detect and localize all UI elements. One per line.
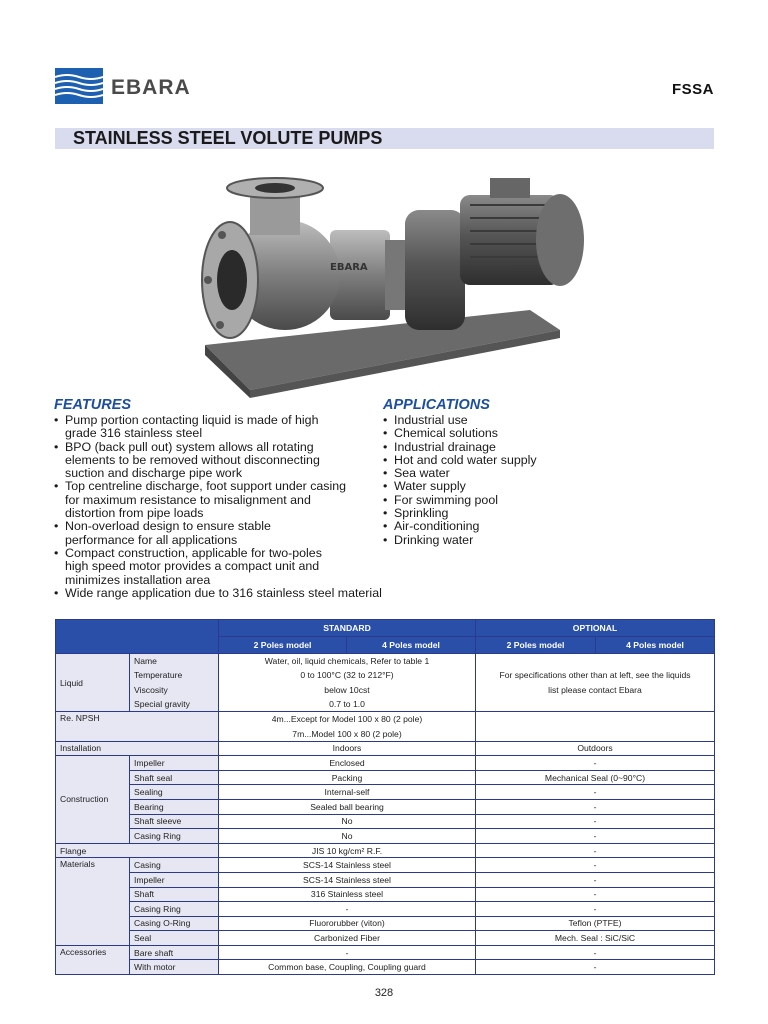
row-optional: Teflon (PTFE) [476, 916, 715, 931]
list-item: • Industrial drainage [383, 441, 713, 454]
row-standard: Fluororubber (viton) [219, 916, 476, 931]
row-label: Casing Ring [130, 829, 219, 844]
table-row [56, 799, 715, 814]
row-standard: Common base, Coupling, Coupling guard [219, 960, 476, 975]
row-label: Impeller [130, 872, 219, 887]
row-standard: - [219, 945, 476, 960]
row-label: Casing Ring [130, 902, 219, 917]
applications-list [383, 414, 713, 547]
brand-name: EBARA [111, 76, 191, 99]
flange-standard: JIS 10 kg/cm² R.F. [219, 843, 476, 858]
row-label: Shaft seal [130, 770, 219, 785]
row-optional: - [476, 960, 715, 975]
row-optional: - [476, 785, 715, 800]
list-item: • Air-conditioning [383, 520, 713, 533]
row-label: Sealing [130, 785, 219, 800]
row-optional: - [476, 945, 715, 960]
row-label: Casing [130, 858, 219, 873]
row-label: Casing O-Ring [130, 916, 219, 931]
list-item: • Wide range application due to 316 stainless steel material [54, 587, 404, 600]
list-item: • Non-overload design to ensure stable performance for all applications [54, 520, 294, 547]
table-row [56, 741, 715, 756]
list-item: • Sprinkling [383, 507, 713, 520]
row-label: Shaft sleeve [130, 814, 219, 829]
npsh-optional [476, 712, 715, 741]
npsh-value-1: 4m...Except for Model 100 x 80 (2 pole) [219, 712, 476, 727]
liquid-optional [476, 654, 715, 712]
row-label: With motor [130, 960, 219, 975]
viscosity-label: Viscosity [130, 683, 219, 698]
row-standard: No [219, 814, 476, 829]
row-optional: - [476, 902, 715, 917]
list-item: • Industrial use [383, 414, 713, 427]
features-heading: FEATURES [54, 397, 132, 413]
row-optional: - [476, 872, 715, 887]
temperature-label: Temperature [130, 668, 219, 683]
svg-text:EBARA: EBARA [330, 262, 368, 273]
row-standard: Sealed ball bearing [219, 799, 476, 814]
opt-4-poles-header: 4 Poles model [596, 637, 715, 654]
table-row [56, 872, 715, 887]
table-row [56, 770, 715, 785]
row-label: Impeller [130, 756, 219, 771]
table-row [56, 814, 715, 829]
row-label: Bare shaft [130, 945, 219, 960]
table-row [56, 902, 715, 917]
list-item: • Pump portion contacting liquid is made of high grade 316 stainless steel [54, 414, 339, 441]
table-row [56, 916, 715, 931]
opt-2-poles-header: 2 Poles model [476, 637, 596, 654]
row-standard: 316 Stainless steel [219, 887, 476, 902]
row-label: Seal [130, 931, 219, 946]
table-row [56, 829, 715, 844]
pump-photo [190, 170, 600, 400]
optional-header: OPTIONAL [476, 620, 715, 637]
specification-table [55, 619, 715, 975]
special-gravity-label: Special gravity [130, 697, 219, 712]
ebara-logo-icon [55, 68, 103, 104]
special-gravity-value: 0.7 to 1.0 [219, 697, 476, 712]
installation-label: Installation [56, 741, 219, 756]
row-standard: Enclosed [219, 756, 476, 771]
table-row [56, 945, 715, 960]
installation-optional: Outdoors [476, 741, 715, 756]
list-item: • BPO (back pull out) system allows all rotating elements to be removed without disconnecting suction and discharge pipe work [54, 441, 339, 481]
row-standard: Internal-self [219, 785, 476, 800]
list-item: • Top centreline discharge, foot support under casing for maximum resistance to misalignment and distortion from pipe loads [54, 480, 349, 520]
list-item: • For swimming pool [383, 494, 713, 507]
list-item: • Sea water [383, 467, 713, 480]
features-list [54, 414, 404, 600]
page-header [55, 68, 714, 108]
flange-optional: - [476, 843, 715, 858]
features-section [54, 396, 404, 600]
row-optional: - [476, 829, 715, 844]
model-code: FSSA [671, 81, 714, 98]
name-value: Water, oil, liquid chemicals, Refer to table 1 [219, 654, 476, 669]
table-row [56, 858, 715, 873]
title-bar [55, 128, 714, 149]
row-standard: - [219, 902, 476, 917]
applications-section [383, 396, 713, 547]
table-row [56, 843, 715, 858]
materials-label: Materials [56, 858, 130, 946]
table-row [56, 756, 715, 771]
row-standard: No [219, 829, 476, 844]
row-standard: SCS-14 Stainless steel [219, 858, 476, 873]
applications-heading: APPLICATIONS [383, 397, 490, 413]
table-row [56, 887, 715, 902]
npsh-value-2: 7m...Model 100 x 80 (2 pole) [219, 726, 476, 741]
table-row [56, 712, 715, 727]
std-4-poles-header: 4 Poles model [347, 637, 476, 654]
list-item: • Water supply [383, 480, 713, 493]
npsh-label: Re. NPSH [56, 712, 219, 741]
liquid-optional-line1: For specifications other than at left, see the liquids [499, 669, 691, 680]
table-corner [56, 620, 219, 654]
row-optional: - [476, 887, 715, 902]
accessories-label: Accessories [56, 945, 130, 974]
std-2-poles-header: 2 Poles model [219, 637, 347, 654]
list-item: • Drinking water [383, 534, 713, 547]
standard-header: STANDARD [219, 620, 476, 637]
list-item: • Hot and cold water supply [383, 454, 713, 467]
page-title: STAINLESS STEEL VOLUTE PUMPS [73, 128, 383, 148]
row-optional: Mechanical Seal (0~90°C) [476, 770, 715, 785]
table-row [56, 931, 715, 946]
viscosity-value: below 10cst [219, 683, 476, 698]
row-optional: - [476, 799, 715, 814]
flange-label: Flange [56, 843, 219, 858]
temperature-value: 0 to 100°C (32 to 212°F) [219, 668, 476, 683]
liquid-label: Liquid [56, 654, 130, 712]
construction-label: Construction [56, 756, 130, 844]
name-label: Name [130, 654, 219, 669]
row-label: Shaft [130, 887, 219, 902]
row-optional: Mech. Seal : SiC/SiC [476, 931, 715, 946]
table-row [56, 654, 715, 669]
liquid-optional-line2: list please contact Ebara [548, 684, 642, 695]
table-row [56, 960, 715, 975]
row-label: Bearing [130, 799, 219, 814]
row-standard: Packing [219, 770, 476, 785]
list-item: • Chemical solutions [383, 427, 713, 440]
installation-standard: Indoors [219, 741, 476, 756]
page-number: 328 [374, 987, 394, 999]
row-optional: - [476, 858, 715, 873]
row-optional: - [476, 814, 715, 829]
row-standard: SCS-14 Stainless steel [219, 872, 476, 887]
list-item: • Compact construction, applicable for two-poles high speed motor provides a compact unit and minimizes installation area [54, 547, 339, 587]
row-standard: Carbonized Fiber [219, 931, 476, 946]
table-row [56, 785, 715, 800]
row-optional: - [476, 756, 715, 771]
table-header-row [56, 620, 715, 637]
ebara-logo [55, 68, 195, 108]
